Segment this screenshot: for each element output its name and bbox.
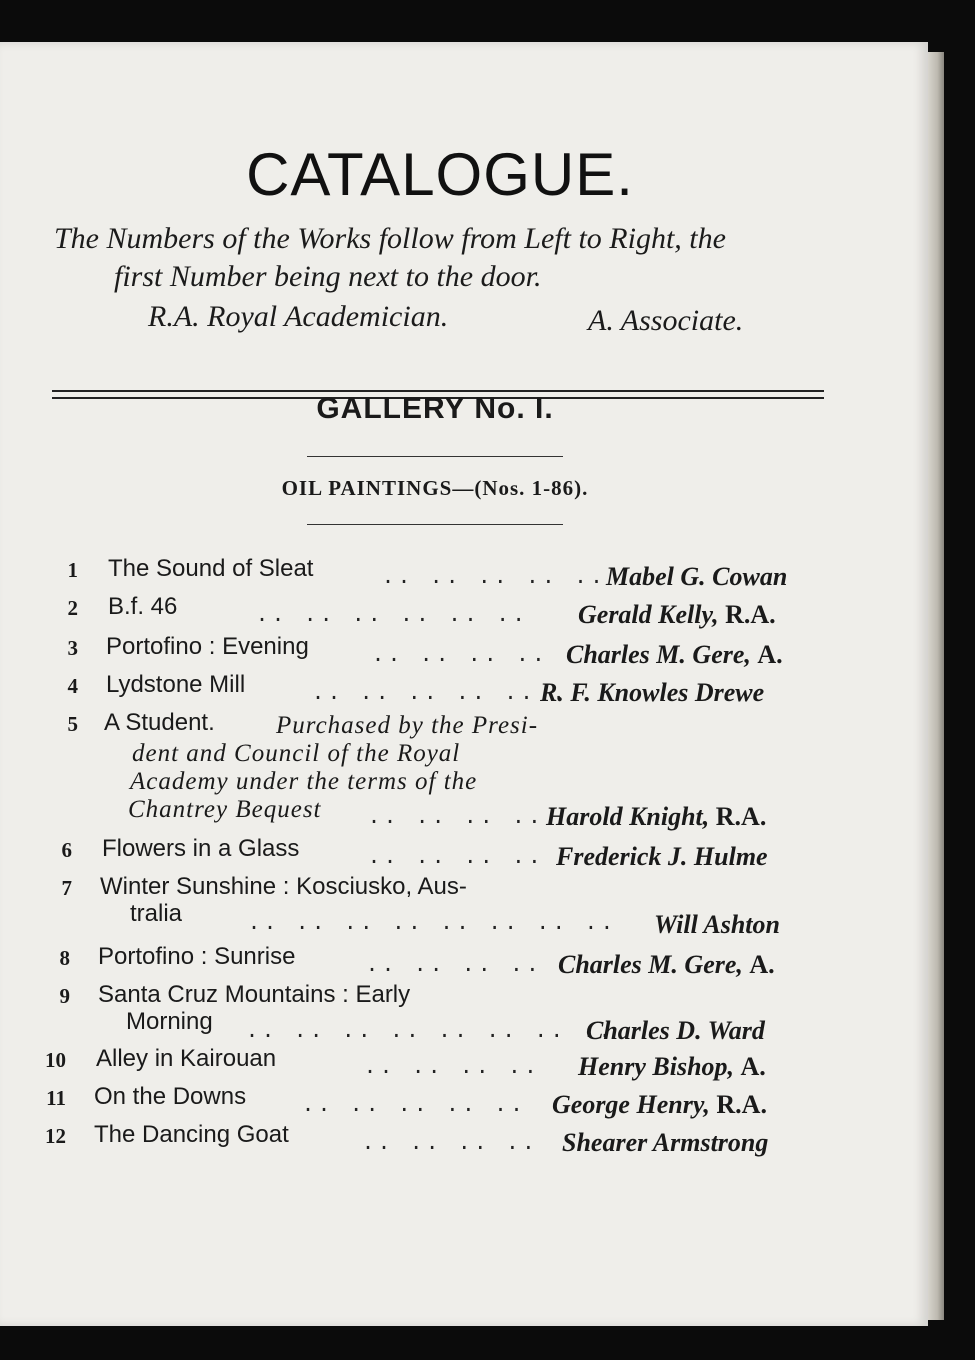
catalogue-entry: [0, 668, 928, 708]
entry-artist: R. F. Knowles Drewe: [540, 678, 765, 707]
intro-line-3-ra: R.A. Royal Academician.: [148, 300, 449, 333]
entry-artist: Harold Knight, R.A.: [546, 802, 767, 831]
dot-leader: .. .. .. .. .. .. .. ..: [246, 1018, 615, 1042]
dot-leader: .. .. .. .. .. ..: [256, 602, 529, 626]
entry-title: On the Downs: [94, 1083, 247, 1110]
entry-number: 7: [61, 876, 72, 900]
entry-artist: Charles D. Ward: [586, 1016, 765, 1045]
intro-line-1: The Numbers of the Works follow from Left to Right, the: [54, 222, 726, 255]
dot-leader: .. .. .. .. ..: [302, 1092, 527, 1116]
entry-title: Lydstone Mill: [106, 671, 246, 698]
dot-leader: .. .. .. .. .. .. .. ..: [248, 910, 617, 934]
dot-leader: .. .. .. .. .. ..: [312, 680, 585, 704]
entry-title: Winter Sunshine : Kosciusko, Aus-: [100, 873, 467, 900]
entry-title: A Student.: [104, 709, 215, 736]
catalogue-entry: [0, 870, 928, 950]
intro-line-3-a: A. Associate.: [588, 304, 744, 337]
entry-number: 6: [61, 838, 72, 862]
entry-note: dent and Council of the Royal: [132, 740, 461, 767]
dot-leader: .. .. .. ..: [366, 952, 543, 976]
dot-leader: .. .. .. ..: [364, 1054, 541, 1078]
entry-title-continued: tralia: [130, 900, 183, 927]
dot-leader: .. .. .. .. ..: [382, 564, 607, 588]
short-rule-divider: [307, 524, 563, 525]
entry-title-continued: Morning: [126, 1008, 213, 1035]
entry-title: Flowers in a Glass: [102, 835, 300, 862]
entry-number: 9: [59, 984, 70, 1008]
entry-title: Santa Cruz Mountains : Early: [98, 981, 411, 1008]
catalogue-entry: [0, 552, 928, 592]
catalogue-entry: [0, 1042, 928, 1082]
entry-artist: Gerald Kelly, R.A.: [578, 600, 776, 629]
dot-leader: .. .. .. ..: [368, 844, 545, 868]
entry-number: 1: [67, 558, 78, 582]
entry-artist: Will Ashton: [654, 910, 780, 939]
entry-title: Alley in Kairouan: [96, 1045, 277, 1072]
entry-artist: Mabel G. Cowan: [606, 562, 788, 591]
entry-number: 5: [67, 712, 78, 736]
catalogue-entry: [0, 706, 928, 846]
entry-title: The Sound of Sleat: [108, 555, 314, 582]
entry-title: Portofino : Evening: [106, 633, 309, 660]
entry-number: 8: [59, 946, 70, 970]
entry-number: 12: [45, 1124, 66, 1148]
intro-line-2: first Number being next to the door.: [114, 260, 542, 293]
entry-artist: George Henry, R.A.: [552, 1090, 767, 1119]
dot-leader: .. .. .. ..: [368, 804, 545, 828]
entry-number: 3: [67, 636, 78, 660]
entry-note: Purchased by the Presi-: [276, 712, 539, 739]
catalogue-entry: [0, 590, 928, 630]
gallery-heading: GALLERY No. I.: [316, 392, 554, 425]
entry-title: Portofino : Sunrise: [98, 943, 296, 970]
catalogue-entry: [0, 832, 928, 872]
entry-artist: Charles M. Gere, A.: [566, 640, 783, 669]
catalogue-entry: [0, 630, 928, 670]
dot-leader: .. .. .. ..: [362, 1130, 539, 1154]
entry-artist: Shearer Armstrong: [562, 1128, 769, 1157]
entry-number: 2: [67, 596, 78, 620]
entry-note: Chantrey Bequest: [128, 796, 322, 823]
page-title: CATALOGUE.: [246, 141, 634, 208]
catalogue-entry: [0, 1080, 928, 1120]
entry-artist: Frederick J. Hulme: [556, 842, 768, 871]
dot-leader: .. .. .. ..: [372, 642, 549, 666]
entry-number: 11: [46, 1086, 66, 1110]
entry-artist: Charles M. Gere, A.: [558, 950, 775, 979]
catalogue-page: [0, 42, 928, 1326]
catalogue-entry: [0, 1118, 928, 1158]
entry-artist: Henry Bishop, A.: [578, 1052, 766, 1081]
short-rule-divider: [307, 456, 563, 457]
entry-number: 4: [67, 674, 78, 698]
entry-title: The Dancing Goat: [94, 1121, 289, 1148]
entry-number: 10: [45, 1048, 66, 1072]
section-heading: OIL PAINTINGS—(Nos. 1-86).: [281, 476, 589, 500]
entry-note: Academy under the terms of the: [130, 768, 478, 795]
entry-title: B.f. 46: [108, 593, 178, 620]
catalogue-entry: [0, 940, 928, 980]
